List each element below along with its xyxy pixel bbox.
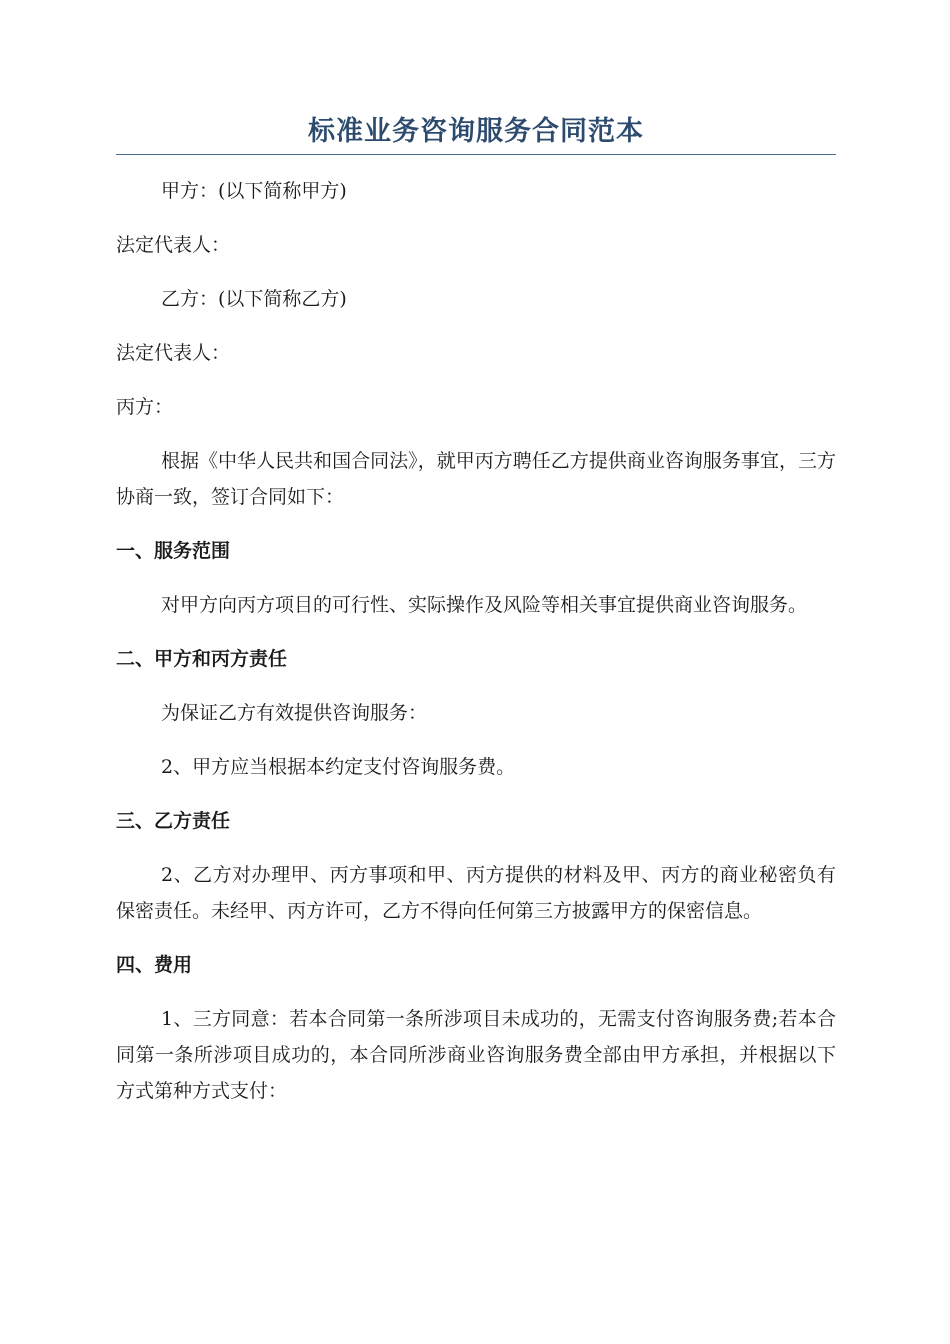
duties-item-2: 2、甲方应当根据本约定支付咨询服务费。 <box>161 756 516 778</box>
section-heading-fees: 四、费用 <box>116 954 193 976</box>
fees-paragraph: 1、三方同意：若本合同第一条所涉项目未成功的，无需支付咨询服务费;若本合同第一条所涉项目成功的，本合同所涉商业咨询服务费全部由甲方承担，并根据以下方式第种方式支付： <box>116 1008 836 1102</box>
party-a-line: 甲方：(以下简称甲方) <box>161 180 347 202</box>
document-title: 标准业务咨询服务合同范本 <box>308 116 644 147</box>
document-page <box>116 110 836 1127</box>
title-underline <box>116 154 836 155</box>
party-a-representative: 法定代表人： <box>116 234 231 256</box>
party-b-representative: 法定代表人： <box>116 342 231 364</box>
section-heading-party-a-c-duties: 二、甲方和丙方责任 <box>116 648 288 670</box>
party-b-line: 乙方：(以下简称乙方) <box>161 288 347 310</box>
party-c-line: 丙方： <box>116 396 174 418</box>
section-heading-scope: 一、服务范围 <box>116 540 231 562</box>
scope-paragraph: 对甲方向丙方项目的可行性、实际操作及风险等相关事宜提供商业咨询服务。 <box>161 594 808 616</box>
duties-intro-paragraph: 为保证乙方有效提供咨询服务： <box>161 702 428 724</box>
preamble-paragraph: 根据《中华人民共和国合同法》，就甲丙方聘任乙方提供商业咨询服务事宜，三方协商一致，签订合同如下： <box>116 450 836 508</box>
section-heading-party-b-duties: 三、乙方责任 <box>116 810 231 832</box>
confidentiality-paragraph: 2、乙方对办理甲、丙方事项和甲、丙方提供的材料及甲、丙方的商业秘密负有保密责任。未经甲、丙方许可，乙方不得向任何第三方披露甲方的保密信息。 <box>116 864 836 922</box>
